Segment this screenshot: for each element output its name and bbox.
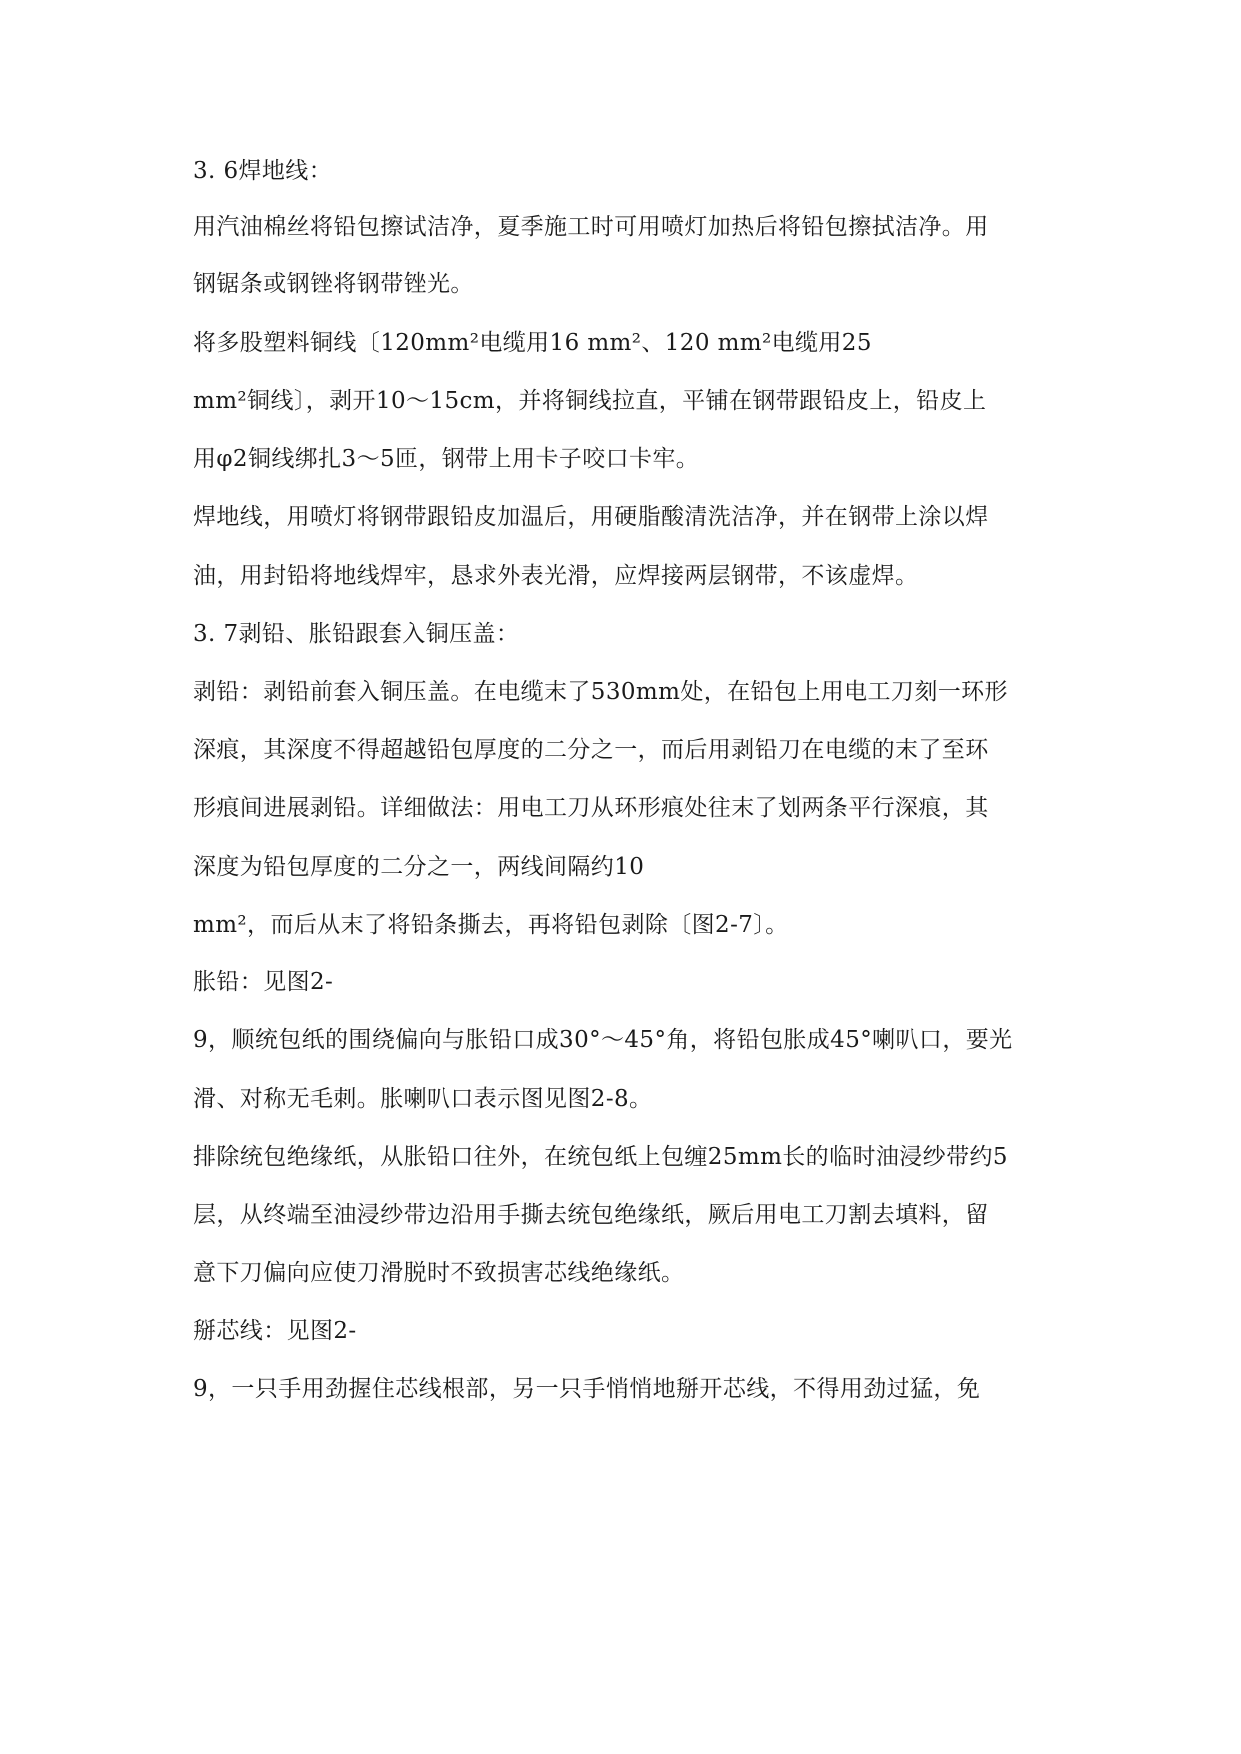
text-line: 9，顺统包纸的围绕偏向与胀铅口成30°～45°角，将铅包胀成45°喇叭口，要光 <box>193 1027 1013 1053</box>
text-line: 意下刀偏向应使刀滑脱时不致损害芯线绝缘纸。 <box>193 1260 685 1286</box>
text-line: mm²铜线〕，剥开10～15cm，并将铜线拉直，平铺在钢带跟铅皮上，铅皮上 <box>193 388 987 414</box>
text-line: 油，用封铅将地线焊牢，恳求外表光滑，应焊接两层钢带，不该虚焊。 <box>193 563 919 589</box>
text-line: 滑、对称无毛刺。胀喇叭口表示图见图2-8。 <box>193 1086 653 1112</box>
text-line: mm²，而后从末了将铅条撕去，再将铅包剥除〔图2-7〕。 <box>193 912 789 938</box>
text-line: 胀铅：见图2- <box>193 969 334 995</box>
text-line: 掰芯线：见图2- <box>193 1318 357 1344</box>
text-line: 用φ2铜线绑扎3～5匝，钢带上用卡子咬口卡牢。 <box>193 446 700 472</box>
text-line: 剥铅：剥铅前套入铜压盖。在电缆末了530mm处，在铅包上用电工刀刻一环形 <box>193 679 1008 705</box>
text-line: 深痕，其深度不得超越铅包厚度的二分之一，而后用剥铅刀在电缆的末了至环 <box>193 737 989 763</box>
text-line: 形痕间进展剥铅。详细做法：用电工刀从环形痕处往末了划两条平行深痕，其 <box>193 795 989 821</box>
text-line: 深度为铅包厚度的二分之一，两线间隔约10 <box>193 854 645 880</box>
section-heading-3-7: 3. 7剥铅、胀铅跟套入铜压盖： <box>193 621 520 647</box>
text-line: 将多股塑料铜线〔120mm²电缆用16 mm²、120 mm²电缆用25 <box>193 330 872 356</box>
text-line: 焊地线，用喷灯将钢带跟铅皮加温后，用硬脂酸清洗洁净，并在钢带上涂以焊 <box>193 504 989 530</box>
text-line: 排除统包绝缘纸，从胀铅口往外，在统包纸上包缠25mm长的临时油浸纱带约5 <box>193 1144 1008 1170</box>
text-line: 9，一只手用劲握住芯线根部，另一只手悄悄地掰开芯线，不得用劲过猛，免 <box>193 1376 981 1402</box>
text-line: 层，从终端至油浸纱带边沿用手撕去统包绝缘纸，厥后用电工刀割去填料，留 <box>193 1202 989 1228</box>
text-line: 用汽油棉丝将铅包擦试洁净，夏季施工时可用喷灯加热后将铅包擦拭洁净。用 <box>193 214 989 240</box>
text-line: 钢锯条或钢锉将钢带锉光。 <box>193 271 474 297</box>
section-heading-3-6: 3. 6焊地线： <box>193 158 333 184</box>
